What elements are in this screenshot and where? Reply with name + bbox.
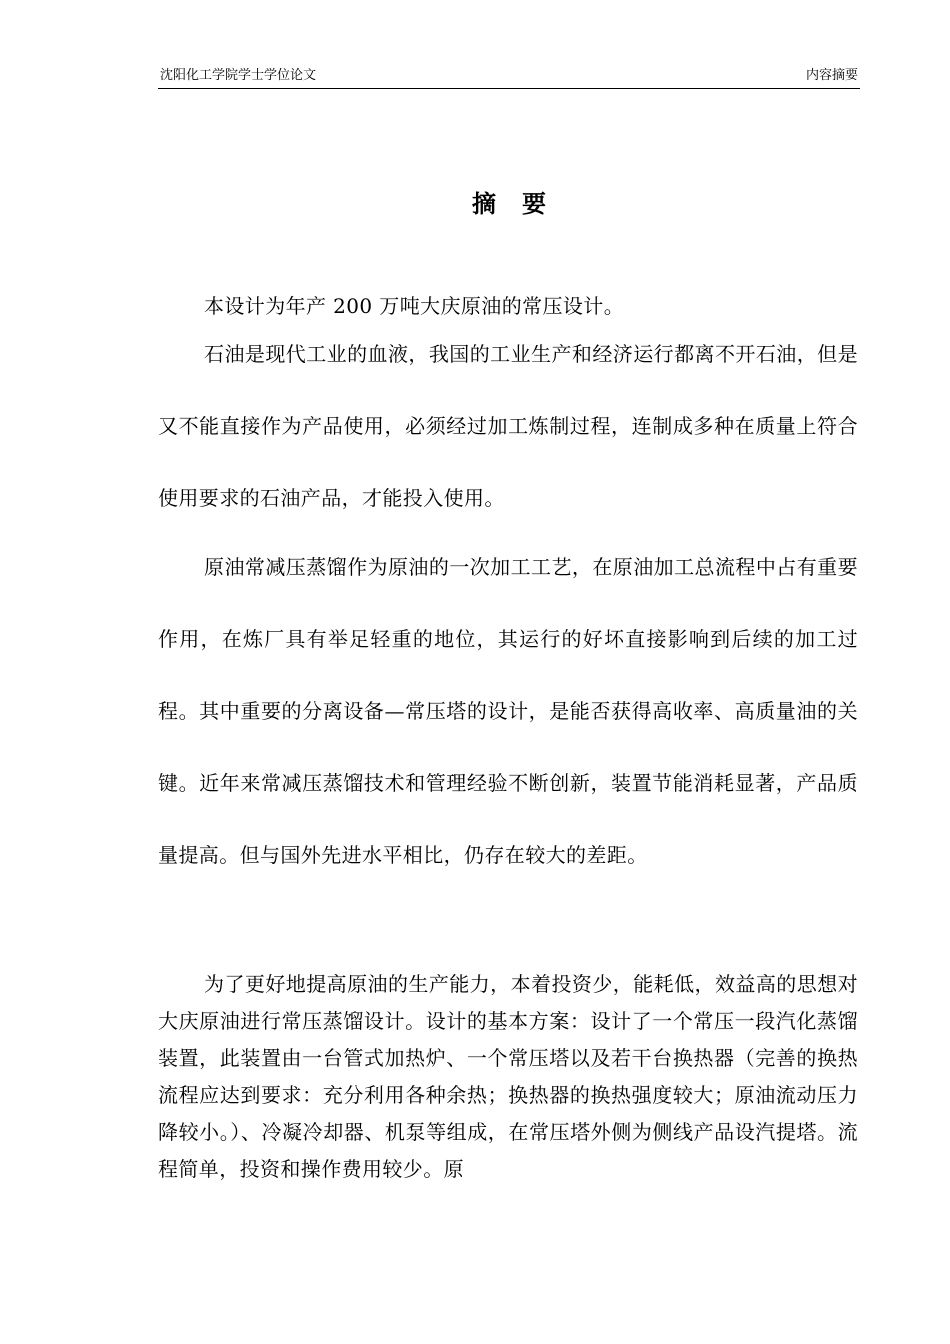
abstract-paragraph-3 <box>158 531 858 891</box>
paragraph-text: 石油是现代工业的血液，我国的工业生产和经济运行都离不开石油，但是又不能直接作为产品使用，必须经过加工炼制过程，连制成多种在质量上符合使用要求的石油产品，才能投入使用。 <box>158 342 858 510</box>
paragraph-text: 为了更好地提高原油的生产能力，本着投资少，能耗低，效益高的思想对大庆原油进行常压蒸馏设计。设计的基本方案：设计了一个常压一段汽化蒸馏装置，此装置由一台管式加热炉、一个常压塔以及若干台换热器（完善的换热流程应达到要求：充分利用各种余热；换热器的换热强度较大；原油流动压力降较小。）、冷凝冷却器、机泵等组成，在常压塔外侧为侧线产品设汽提塔。流程简单，投资和操作费用较少。原 <box>158 972 858 1181</box>
abstract-paragraph-2 <box>158 318 858 534</box>
page-title: 摘要 <box>472 190 572 218</box>
header-section-label: 内容摘要 <box>805 68 858 83</box>
header-thesis-label: 沈阳化工学院学士学位论文 <box>160 68 317 83</box>
paragraph-text: 本设计为年产 200 万吨大庆原油的常压设计。 <box>204 294 625 318</box>
page-header <box>158 66 860 89</box>
paragraph-text: 原油常减压蒸馏作为原油的一次加工工艺，在原油加工总流程中占有重要作用，在炼厂具有举足轻重的地位，其运行的好坏直接影响到后续的加工过程。其中重要的分离设备—常压塔的设计，是能否获得高收率、高质量油的关键。近年来常减压蒸馏技术和管理经验不断创新，装置节能消耗显著，产品质量提高。但与国外先进水平相比，仍存在较大的差距。 <box>158 555 858 867</box>
abstract-paragraph-4 <box>158 966 858 1188</box>
